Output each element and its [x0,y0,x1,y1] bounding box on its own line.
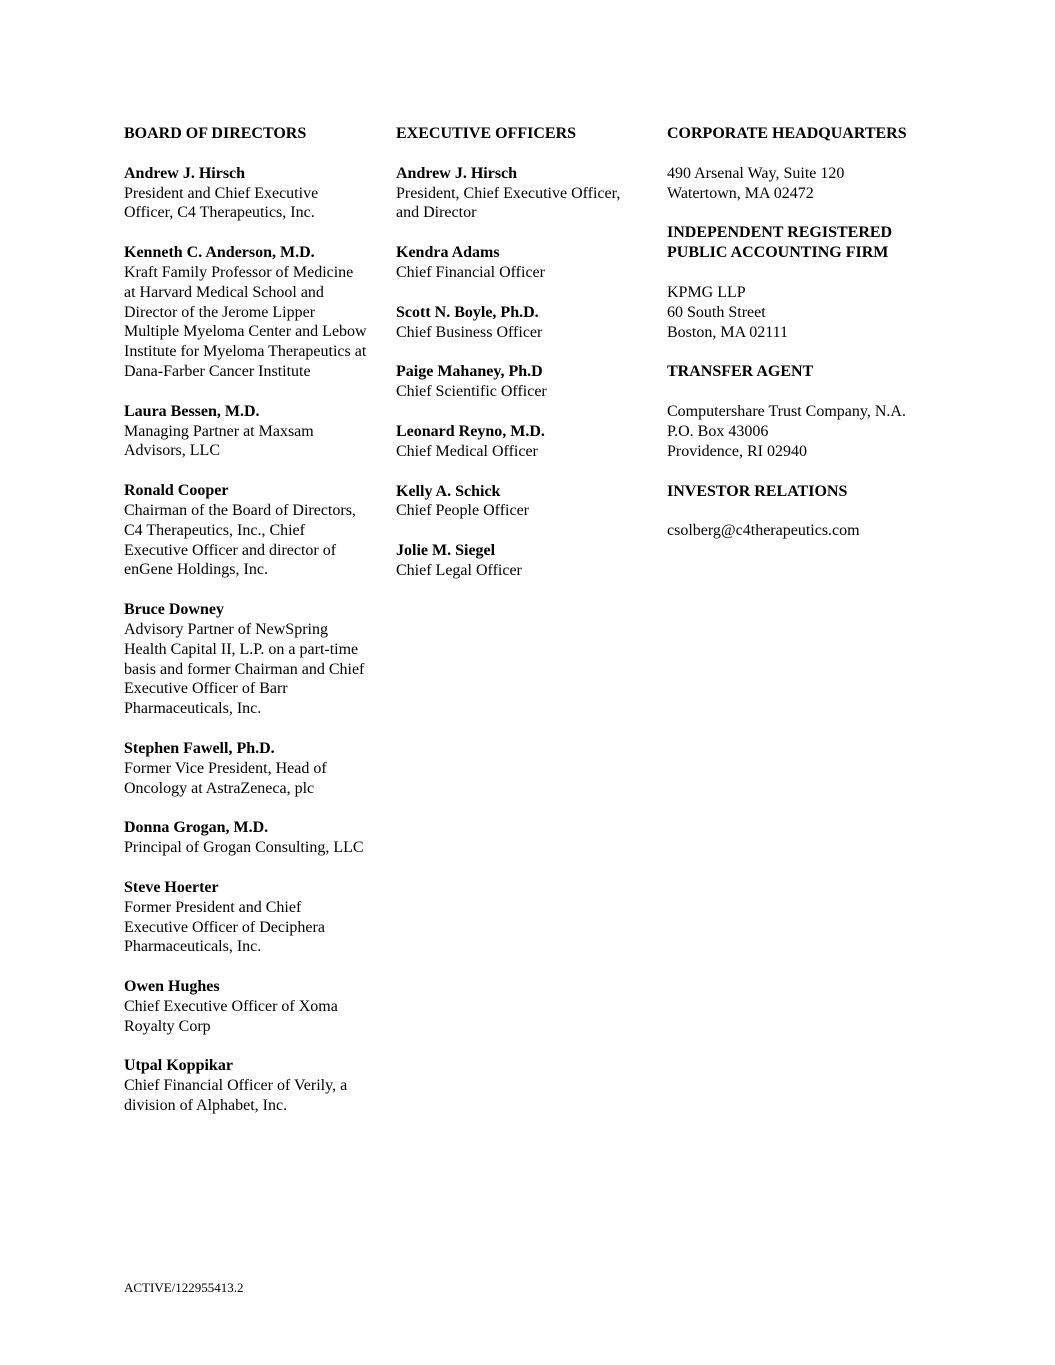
officer-title-line: Chief People Officer [396,502,529,520]
auditor-address-line: KPMG LLP [667,283,746,301]
member-title-line: Chairman of the Board of Directors, [124,501,356,519]
board-member [124,878,392,957]
officer [396,362,658,402]
member-title-line: Executive Officer of Deciphera [124,918,325,936]
member-title-line: Officer, C4 Therapeutics, Inc. [124,204,315,222]
investor-relations-email: csolberg@c4therapeutics.com [667,522,860,540]
investor-relations-contact [667,521,947,541]
officer-name: Leonard Reyno, M.D. [396,422,545,440]
officer-name: Kendra Adams [396,244,500,262]
member-title-line: Managing Partner at Maxsam [124,422,314,440]
member-title-line: Director of the Jerome Lipper [124,303,316,321]
member-name: Steve Hoerter [124,878,219,896]
member-name: Bruce Downey [124,601,224,619]
member-name: Andrew J. Hirsch [124,164,246,182]
board-heading: BOARD OF DIRECTORS [124,125,307,142]
hq-address-line: Watertown, MA 02472 [667,184,814,202]
auditor-address [667,283,947,342]
member-title-line: Pharmaceuticals, Inc. [124,938,262,956]
officer-title-line: Chief Legal Officer [396,561,522,579]
hq-address-line: 490 Arsenal Way, Suite 120 [667,164,845,182]
officer [396,243,658,283]
officers-heading: EXECUTIVE OFFICERS [396,125,577,142]
member-title-line: basis and former Chairman and Chief [124,660,365,678]
board-member [124,600,392,719]
officer-title-line: Chief Business Officer [396,323,543,341]
member-name: Donna Grogan, M.D. [124,819,269,837]
transfer-agent-heading: TRANSFER AGENT [667,363,814,381]
transfer-agent-line: Providence, RI 02940 [667,442,807,460]
board-member [124,818,392,858]
officer-name: Andrew J. Hirsch [396,164,518,182]
member-title-line: Former President and Chief [124,898,302,916]
member-title-line: Oncology at AstraZeneca, plc [124,779,315,797]
member-title-line: Chief Financial Officer of Verily, a [124,1077,348,1095]
member-title-line: division of Alphabet, Inc. [124,1097,288,1115]
investor-relations-heading: INVESTOR RELATIONS [667,482,848,500]
member-title-line: Former Vice President, Head of [124,759,327,777]
member-title-line: Institute for Myeloma Therapeutics at [124,343,367,361]
officer-title-line: Chief Medical Officer [396,442,538,460]
officer-name: Paige Mahaney, Ph.D [396,363,543,381]
officer-name: Kelly A. Schick [396,482,501,500]
officer-title-line: and Director [396,204,477,222]
member-title-line: Kraft Family Professor of Medicine [124,263,354,281]
officer-title-line: President, Chief Executive Officer, [396,184,621,202]
member-title-line: Executive Officer of Barr [124,680,288,698]
board-member [124,739,392,798]
officer-title-line: Chief Scientific Officer [396,383,547,401]
auditor-heading-line: INDEPENDENT REGISTERED [667,224,893,242]
member-title-line: Executive Officer and director of [124,541,337,559]
member-name: Utpal Koppikar [124,1057,233,1075]
officer [396,422,658,462]
corporate-info-column [667,124,947,561]
auditor-address-line: Boston, MA 02111 [667,323,789,341]
member-title-line: at Harvard Medical School and [124,283,324,301]
member-title-line: Pharmaceuticals, Inc. [124,700,262,718]
board-member [124,977,392,1036]
member-title-line: Advisory Partner of NewSpring [124,620,328,638]
member-title-line: Royalty Corp [124,1017,211,1035]
officer-title-line: Chief Financial Officer [396,263,545,281]
document-id-footer: ACTIVE/122955413.2 [124,1280,244,1295]
member-title-line: C4 Therapeutics, Inc., Chief [124,521,305,539]
officer [396,482,658,522]
officer [396,541,658,581]
auditor-heading [667,223,947,263]
member-title-line: Chief Executive Officer of Xoma [124,997,338,1015]
transfer-agent-line: P.O. Box 43006 [667,422,769,440]
transfer-agent-line: Computershare Trust Company, N.A. [667,403,906,421]
officer [396,303,658,343]
officer-name: Jolie M. Siegel [396,542,496,560]
member-title-line: enGene Holdings, Inc. [124,561,268,579]
member-title-line: Advisors, LLC [124,442,220,460]
hq-address [667,164,947,204]
member-title-line: Health Capital II, L.P. on a part-time [124,640,359,658]
member-name: Laura Bessen, M.D. [124,402,260,420]
executive-officers-column [396,124,658,601]
member-name: Owen Hughes [124,978,220,996]
auditor-heading-line: PUBLIC ACCOUNTING FIRM [667,244,889,262]
member-title-line: Multiple Myeloma Center and Lebow [124,323,367,341]
member-name: Stephen Fawell, Ph.D. [124,739,275,757]
auditor-address-line: 60 South Street [667,303,766,321]
board-member [124,481,392,580]
board-member [124,402,392,461]
officer-name: Scott N. Boyle, Ph.D. [396,303,539,321]
member-title-line: Dana-Farber Cancer Institute [124,362,311,380]
transfer-agent-address [667,402,947,461]
officer [396,164,658,223]
member-name: Kenneth C. Anderson, M.D. [124,244,315,262]
board-member [124,164,392,223]
hq-heading: CORPORATE HEADQUARTERS [667,125,907,142]
member-title-line: Principal of Grogan Consulting, LLC [124,839,364,857]
board-member [124,1056,392,1115]
member-name: Ronald Cooper [124,482,229,500]
board-of-directors-column [124,124,392,1136]
board-member [124,243,392,382]
member-title-line: President and Chief Executive [124,184,319,202]
